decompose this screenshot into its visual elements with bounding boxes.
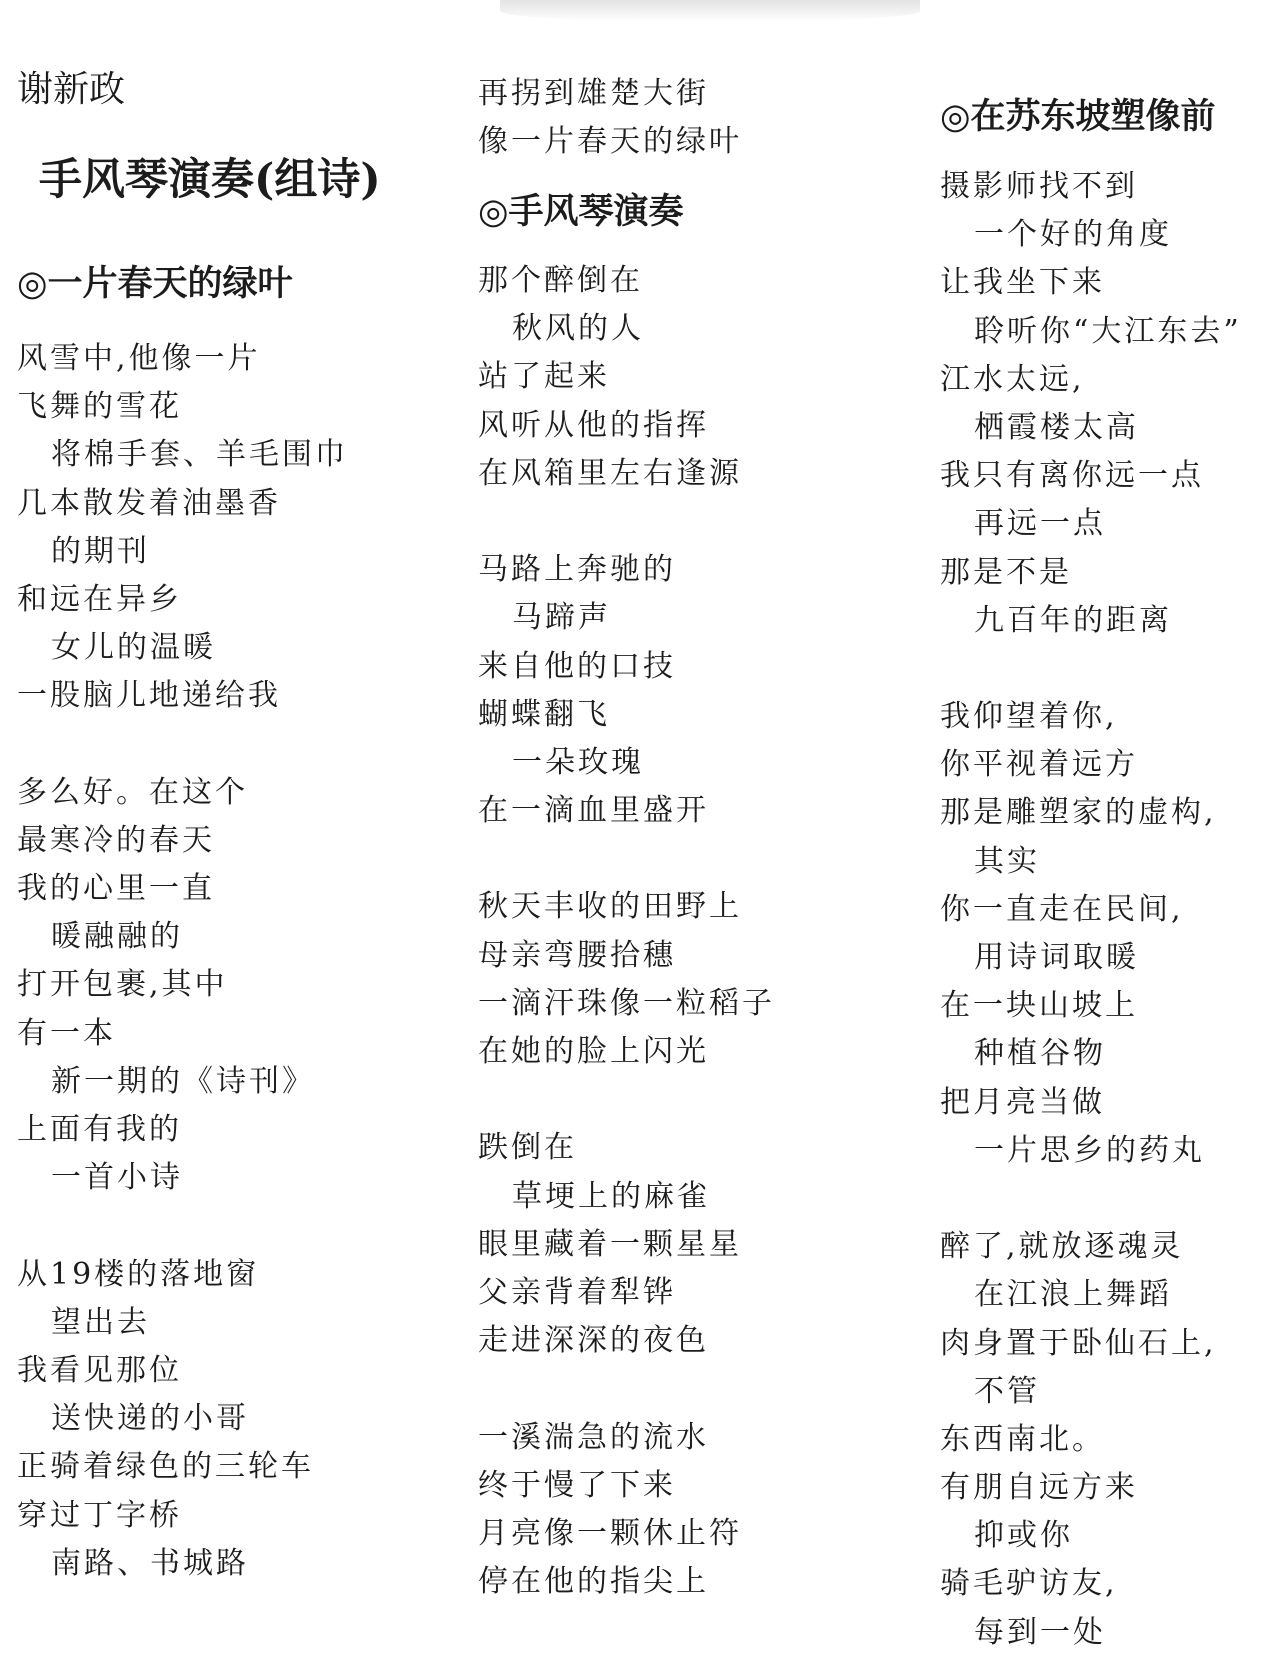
- poem-line: 跌倒在: [478, 1130, 577, 1166]
- poem-line: 女儿的温暖: [51, 630, 216, 666]
- poem-line: 多么好。在这个: [17, 774, 248, 810]
- poem-line: 眼里藏着一颗星星: [478, 1226, 742, 1262]
- poem-line: 有朋自远方来: [940, 1470, 1138, 1506]
- poem-line: 骑毛驴访友,: [940, 1566, 1118, 1602]
- poem-title-2: ◎手风琴演奏: [478, 192, 684, 232]
- stanza-break: [478, 1076, 775, 1124]
- poem-line: 和远在异乡: [17, 581, 182, 617]
- poem-line: 我的心里一直: [17, 871, 215, 907]
- poem-body-1-continued: [478, 70, 742, 166]
- poem-line: 从19楼的落地窗: [17, 1256, 260, 1292]
- poem-line: 终于慢了下来: [478, 1467, 676, 1503]
- poem-line: 一股脑儿地递给我: [17, 678, 281, 714]
- poem-line: 其实: [974, 843, 1040, 879]
- poem-line: 不管: [974, 1373, 1040, 1409]
- poem-line: 在她的脸上闪光: [478, 1034, 709, 1069]
- poem-line: 每到一处: [974, 1614, 1106, 1650]
- poem-line: 送快递的小哥: [51, 1401, 249, 1437]
- poem-line: 江水太远,: [940, 361, 1085, 397]
- poem-line: 你平视着远方: [940, 747, 1138, 783]
- poem-line: 暖融融的: [51, 919, 183, 955]
- stanza-break: [17, 1202, 348, 1250]
- poem-line: 在一滴血里盛开: [478, 793, 709, 829]
- poem-line: 的期刊: [51, 533, 150, 569]
- poem-line: 再拐到雄楚大街: [478, 76, 709, 111]
- poem-line: 在江浪上舞蹈: [974, 1277, 1172, 1313]
- poem-line: 马路上奔驰的: [478, 552, 676, 588]
- poem-line: 父亲背着犁铧: [478, 1274, 676, 1310]
- poem-line: 那个醉倒在: [478, 263, 643, 298]
- poem-line: 站了起来: [478, 359, 610, 395]
- poem-line: 栖霞楼太高: [974, 409, 1139, 445]
- poem-line: 醉了,就放逐魂灵: [940, 1229, 1184, 1265]
- poem-line: 蝴蝶翻飞: [478, 696, 610, 732]
- stanza-break: [478, 498, 775, 546]
- poem-line: 一个好的角度: [974, 217, 1172, 253]
- poem-line: 飞舞的雪花: [17, 389, 182, 425]
- poem-line: 用诗词取暖: [974, 940, 1139, 975]
- author-name: 谢新政: [17, 69, 126, 110]
- poem-line: 一朵玫瑰: [512, 744, 644, 780]
- poem-line: 最寒冷的春天: [17, 822, 215, 858]
- poem-line: 摄影师找不到: [940, 169, 1138, 204]
- poem-title-3: ◎在苏东坡塑像前: [940, 97, 1216, 137]
- poem-line: 停在他的指尖上: [478, 1564, 709, 1600]
- poem-line: 母亲弯腰拾穗: [478, 937, 676, 973]
- poem-line: 将棉手套、羊毛围巾: [51, 437, 348, 473]
- poem-line: 东西南北。: [940, 1421, 1105, 1457]
- stanza-break: [940, 1175, 1242, 1223]
- poem-line: 有一本: [17, 1015, 116, 1051]
- poem-line: 在风箱里左右逢源: [478, 455, 742, 491]
- poem-line: 一滴汗珠像一粒稻子: [478, 985, 775, 1021]
- poem-line: 新一期的《诗刊》: [51, 1063, 315, 1099]
- poem-line: 一片思乡的药丸: [974, 1132, 1205, 1168]
- poem-line: 你一直走在民间,: [940, 891, 1184, 927]
- poem-line: 我只有离你远一点: [940, 458, 1204, 494]
- poem-line: 聆听你“大江东去”: [974, 313, 1242, 349]
- poem-line: 我看见那位: [17, 1352, 182, 1388]
- page-edge-shadow: [500, 0, 920, 22]
- poem-line: 上面有我的: [17, 1112, 182, 1147]
- stanza-break: [478, 1365, 775, 1413]
- poem-line: 肉身置于卧仙石上,: [940, 1325, 1217, 1361]
- poem-line: 风雪中,他像一片: [17, 341, 261, 376]
- poem-line: 穿过丁字桥: [17, 1497, 182, 1533]
- poem-line: 一首小诗: [51, 1160, 183, 1196]
- poem-line: 我仰望着你,: [940, 699, 1118, 735]
- poem-line: 抑或你: [974, 1518, 1073, 1554]
- poem-line: 打开包裹,其中: [17, 967, 228, 1003]
- poem-line: 正骑着绿色的三轮车: [17, 1449, 314, 1485]
- poem-line: 把月亮当做: [940, 1084, 1105, 1120]
- poem-line: 秋天丰收的田野上: [478, 889, 742, 925]
- poem-line: 几本散发着油墨香: [17, 485, 281, 521]
- poem-line: 像一片春天的绿叶: [478, 124, 742, 160]
- poem-line: 九百年的距离: [974, 602, 1172, 638]
- poem-line: 秋风的人: [512, 311, 644, 347]
- poem-line: 走进深深的夜色: [478, 1323, 709, 1359]
- poem-line: 月亮像一颗休止符: [478, 1515, 742, 1551]
- poem-line: 风听从他的指挥: [478, 407, 709, 443]
- stanza-break: [17, 721, 348, 769]
- poem-line: 那是雕塑家的虚构,: [940, 795, 1217, 831]
- main-title: 手风琴演奏(组诗): [39, 155, 381, 205]
- stanza-break: [478, 835, 775, 883]
- poem-line: 马蹄声: [512, 600, 611, 636]
- poem-line: 来自他的口技: [478, 648, 676, 684]
- poem-body-2: [478, 257, 775, 1606]
- poem-line: 南路、书城路: [51, 1545, 249, 1581]
- poem-line: 种植谷物: [974, 1036, 1106, 1072]
- poem-line: 让我坐下来: [940, 265, 1105, 301]
- poem-line: 望出去: [51, 1304, 150, 1340]
- poem-line: 一溪湍急的流水: [478, 1419, 709, 1455]
- poem-line: 在一块山坡上: [940, 988, 1138, 1024]
- poem-line: 再远一点: [974, 506, 1106, 542]
- stanza-break: [940, 645, 1242, 693]
- poem-body-3: [940, 163, 1242, 1657]
- poem-line: 那是不是: [940, 554, 1072, 590]
- poem-title-1: ◎一片春天的绿叶: [17, 264, 293, 304]
- poem-line: 草埂上的麻雀: [512, 1178, 710, 1214]
- poem-body-1: [17, 335, 348, 1588]
